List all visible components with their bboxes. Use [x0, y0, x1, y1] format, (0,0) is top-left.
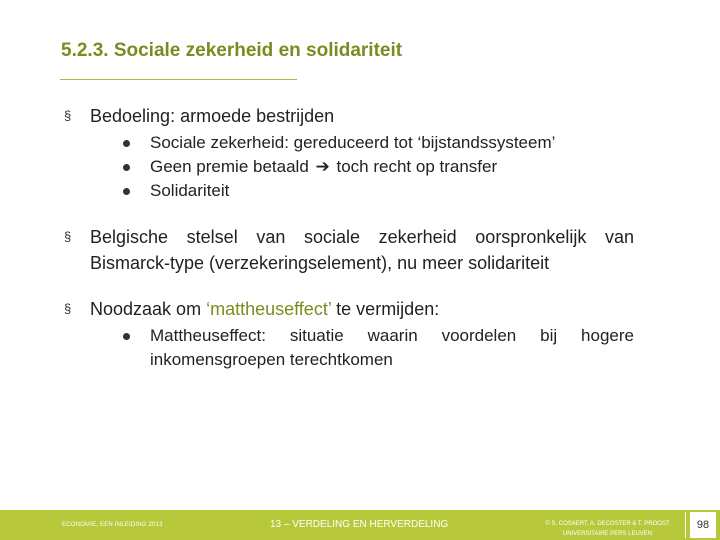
bullet-matthew-text-after: te vermijden:: [336, 299, 440, 319]
sub-item-text-after: toch recht op transfer: [336, 157, 498, 176]
sub-item-matthew-definition: [90, 324, 634, 372]
bullet-belgian-system-text: Belgische stelsel van sociale zekerheid oorspronkelijk van Bismarck-type (verzekeringselement), nu meer solidariteit: [90, 227, 634, 273]
bullet-goal: [62, 103, 634, 203]
sub-item-text: Mattheuseffect: situatie waarin voordelen bij hogere inkomensgroepen terechtkomen: [150, 326, 634, 369]
sub-item-solidarity: [90, 179, 634, 203]
footer-divider: [685, 512, 686, 538]
section-bullet-icon: §: [64, 301, 72, 316]
round-bullet-icon: [123, 333, 130, 340]
goal-sub-list: [90, 131, 634, 203]
bullet-matthew-text-before: Noodzaak om: [90, 299, 202, 319]
title-underline: [60, 79, 297, 80]
right-arrow-icon: ➔: [315, 157, 330, 176]
round-bullet-icon: [123, 188, 130, 195]
footer-copyright: [535, 519, 680, 539]
round-bullet-icon: [123, 164, 130, 171]
section-bullet-icon: §: [64, 229, 72, 244]
sub-item-text-before: Geen premie betaald: [150, 157, 309, 176]
bullet-belgian-system: [62, 224, 634, 276]
slide-title: 5.2.3. Sociale zekerheid en solidariteit: [61, 40, 403, 61]
slide-body: [62, 103, 634, 372]
footer-authors: © S. COSAERT, A. DECOSTER & T. PROOST: [545, 521, 670, 527]
footer-course-title: ECONOMIE, EEN INLEIDING 2013: [62, 522, 163, 528]
sub-item-no-premium: [90, 155, 634, 179]
section-bullet-icon: §: [64, 108, 72, 123]
matthew-sub-list: [90, 324, 634, 372]
bullet-matthew-effect: [62, 296, 634, 372]
sub-item-social-security: [90, 131, 634, 155]
sub-item-text: Sociale zekerheid: gereduceerd tot ‘bijstandssysteem’: [150, 133, 556, 152]
footer-publisher: UNIVERSITAIRE PERS LEUVEN: [562, 531, 653, 537]
page-number: 98: [690, 512, 716, 538]
matthew-effect-term: ‘mattheuseffect’: [206, 299, 332, 319]
bullet-goal-text: Bedoeling: armoede bestrijden: [90, 106, 335, 126]
sub-item-text: Solidariteit: [150, 181, 230, 200]
footer-chapter-title: 13 – VERDELING EN HERVERDELING: [270, 519, 449, 530]
round-bullet-icon: [123, 140, 130, 147]
